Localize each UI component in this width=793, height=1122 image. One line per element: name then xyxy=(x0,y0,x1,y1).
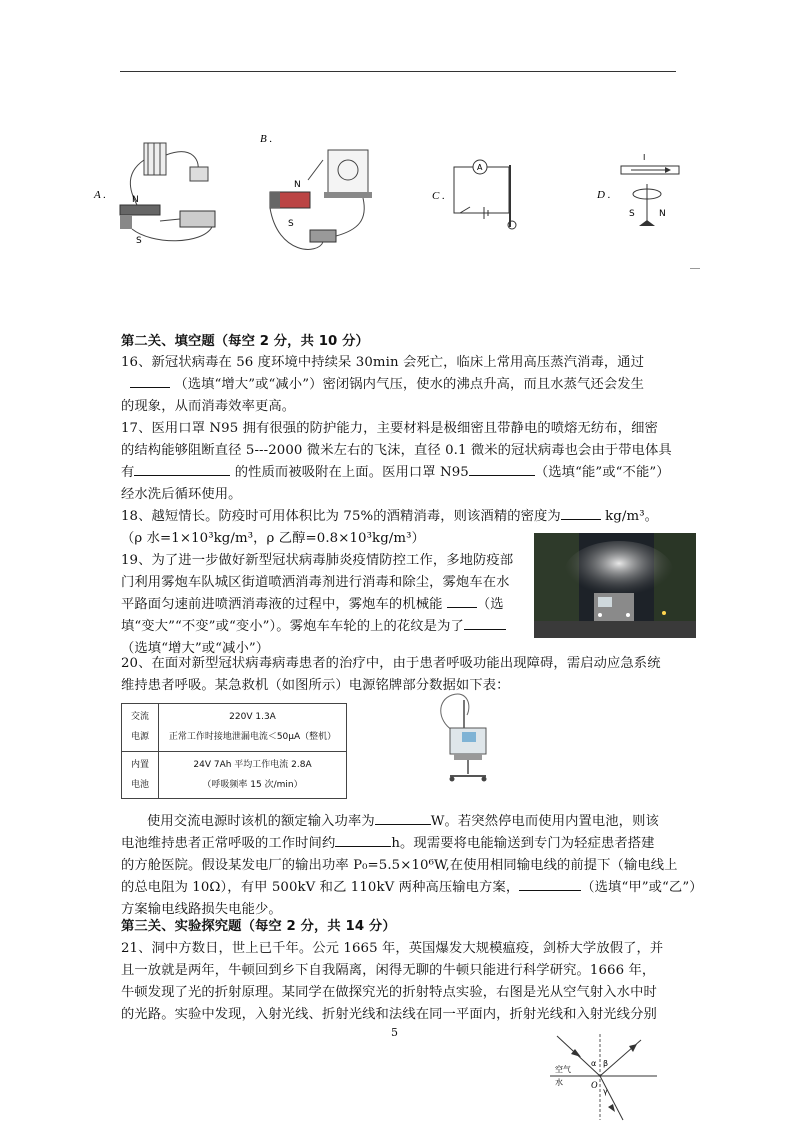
section2-heading: 第二关、填空题（每空 2 分，共 10 分） xyxy=(121,334,369,349)
q20-l4-b: （选填“甲”或“乙”） xyxy=(581,880,703,895)
figure-d-label: D . xyxy=(597,189,611,201)
q20-l2-a: 电池维持患者正常呼吸的工作时间约 xyxy=(121,836,336,851)
q16-line3: 的现象，从而消毒效率更高。 xyxy=(121,399,296,414)
figure-b xyxy=(258,130,388,260)
q20-line4 xyxy=(121,833,655,855)
table-row xyxy=(122,751,347,799)
q19-line1: 19、为了进一步做好新型冠状病毒肺炎疫情防控工作，多地防疫部 xyxy=(121,553,514,568)
cell-text: 交流 xyxy=(130,712,149,723)
angle-beta-label: β xyxy=(603,1059,609,1068)
figure-d-s: S xyxy=(629,209,635,219)
q19-line3-a: 平路面匀速前进喷洒消毒液的过程中，雾炮车的机械能 xyxy=(121,597,443,612)
figure-b-s: S xyxy=(288,219,294,229)
water-label: 水 xyxy=(555,1078,563,1087)
q17-line1: 17、医用口罩 N95 拥有很强的防护能力，主要材料是极细密且带静电的喷熔无纺布，细密 xyxy=(121,421,658,436)
page-number: 5 xyxy=(391,1026,398,1039)
answer-blank[interactable] xyxy=(134,462,230,476)
q21-line1: 21、洞中方数日，世上已千年。公元 1665 年，英国爆发大规模瘟疫，剑桥大学放假了，并 xyxy=(121,941,664,956)
margin-mark xyxy=(690,268,700,269)
cell-text: 正常工作时接地泄漏电流＜50μA（整机） xyxy=(168,732,337,743)
q17-line4: 经水洗后循环使用。 xyxy=(121,487,242,502)
figure-a-n: N xyxy=(132,195,139,205)
refraction-diagram xyxy=(545,1032,660,1122)
cell-text: 电池 xyxy=(130,779,149,790)
q17-line2: 的结构能够阻断直径 5---2000 微米左右的飞沫，直径 0.1 微米的冠状病毒也会由于带电体具 xyxy=(121,443,672,458)
ventilator-figure xyxy=(432,690,502,785)
section3-heading: 第三关、实验探究题（每空 2 分，共 14 分） xyxy=(121,919,396,934)
answer-blank[interactable] xyxy=(375,811,431,825)
q18-line2: （ρ 水=1×10³kg/m³，ρ 乙醇=0.8×10³kg/m³） xyxy=(121,531,425,546)
q20-line2: 维持患者呼吸。某急救机（如图所示）电源铭牌部分数据如下表： xyxy=(121,678,510,693)
table-cell-battery-spec xyxy=(159,751,347,799)
figure-a xyxy=(92,135,232,250)
q20-l2-b: h。现需要将电能输送到专门为轻症患者搭建 xyxy=(391,836,655,851)
cell-text: 24V 7Ah 平均工作电流 2.8A xyxy=(193,759,312,770)
nameplate-table xyxy=(121,703,347,799)
q21-line4: 的光路。实验中发现，入射光线、折射光线和法线在同一平面内，折射光线和入射光线分别 xyxy=(121,1007,657,1022)
table-cell-battery xyxy=(122,751,159,799)
angle-gamma-label: γ xyxy=(603,1087,608,1096)
answer-blank[interactable] xyxy=(464,616,506,630)
table-cell-power-ac xyxy=(122,704,159,752)
angle-alpha-label: α xyxy=(591,1059,597,1068)
q20-line6 xyxy=(121,877,703,899)
table-row xyxy=(122,704,347,752)
figure-a-s: S xyxy=(136,236,142,246)
q17-line3 xyxy=(121,462,670,484)
figure-b-n: N xyxy=(294,180,301,190)
figure-b-label: B . xyxy=(260,133,273,145)
q21-line3: 牛顿发现了光的折射原理。某同学在做探究光的折射特点实验，右图是光从空气射入水中时 xyxy=(121,985,657,1000)
answer-blank[interactable] xyxy=(469,462,535,476)
figure-d-n: N xyxy=(659,209,666,219)
answer-blank[interactable] xyxy=(335,833,391,847)
figure-d xyxy=(595,150,690,235)
figure-c-ammeter: A xyxy=(477,163,483,172)
q17-line3-a: 有 xyxy=(121,465,135,480)
q20-l1-b: W。若突然停电而使用内置电池，则该 xyxy=(430,814,659,829)
q20-l1-a: 使用交流电源时该机的额定输入功率为 xyxy=(147,814,375,829)
q16-line1: 16、新冠状病毒在 56 度环境中持续呆 30min 会死亡，临床上常用高压蒸汽消毒，通过 xyxy=(121,355,645,370)
table-cell-ac-spec xyxy=(159,704,347,752)
q19-line4 xyxy=(121,616,506,638)
q20-line5: 的方舱医院。假设某发电厂的输出功率 P₀=5.5×10⁶W,在使用相同输电线的前提下（输电线上 xyxy=(121,858,678,873)
q18-line1 xyxy=(121,506,658,528)
q18-line1-b: kg/m³。 xyxy=(605,509,659,524)
q20-line3 xyxy=(147,811,659,833)
header-rule xyxy=(120,71,676,72)
q16-line2 xyxy=(130,374,644,396)
q17-line3-b: 的性质而被吸附在上面。医用口罩 N95 xyxy=(234,465,469,480)
answer-blank[interactable] xyxy=(130,374,170,388)
point-o-label: O xyxy=(591,1080,598,1090)
figure-d-current: I xyxy=(643,153,646,162)
q20-l4-a: 的总电阻为 10Ω），有甲 500kV 和乙 110kV 两种高压输电方案， xyxy=(121,880,520,895)
q20-line1: 20、在面对新型冠状病毒病毒患者的治疗中，由于患者呼吸功能出现障碍，需启动应急系统 xyxy=(121,656,661,671)
q16-line2-text: （选填“增大”或“减小”）密闭锅内气压，使水的沸点升高，而且水蒸气还会发生 xyxy=(174,377,645,392)
air-label: 空气 xyxy=(555,1065,571,1074)
q19-line3-b: （选 xyxy=(476,597,504,612)
q19-line5: （选填“增大”或“减小”） xyxy=(121,641,270,656)
cell-text: （呼吸频率 15 次/min） xyxy=(202,779,303,790)
answer-blank[interactable] xyxy=(561,506,601,520)
figure-c xyxy=(430,155,525,235)
fog-cannon-truck-photo xyxy=(534,533,696,638)
answer-blank[interactable] xyxy=(519,877,581,891)
q18-line1-a: 18、越短情长。防疫时可用体积比为 75%的酒精消毒，则该酒精的密度为 xyxy=(121,509,561,524)
figure-a-label: A . xyxy=(94,189,107,201)
q21-line2: 且一放就是两年，牛顿回到乡下自我隔离，闲得无聊的牛顿只能进行科学研究。1666 年， xyxy=(121,963,656,978)
q19-line3 xyxy=(121,594,504,616)
cell-text: 电源 xyxy=(130,732,149,743)
figure-c-label: C . xyxy=(432,190,445,202)
q19-line2: 门利用雾炮车队城区街道喷洒消毒剂进行消毒和除尘，雾炮车在水 xyxy=(121,575,510,590)
cell-text: 220V 1.3A xyxy=(229,712,276,723)
q19-line4-a: 填“变大”“不变”或“变小”）。雾炮车车轮的上的花纹是为了 xyxy=(121,619,464,634)
cell-text: 内置 xyxy=(130,759,149,770)
q20-line7: 方案输电线路损失电能少。 xyxy=(121,902,282,917)
q17-line3-c: （选填“能”或“不能”） xyxy=(534,465,670,480)
answer-blank[interactable] xyxy=(447,594,477,608)
